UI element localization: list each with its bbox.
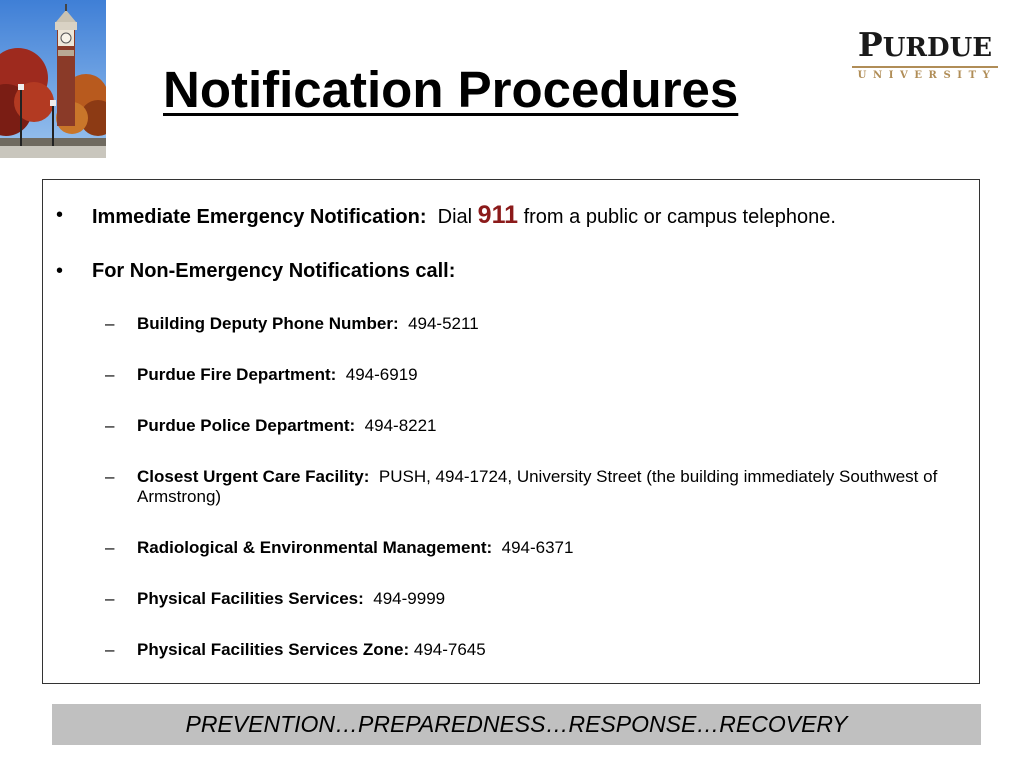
bullet-text	[92, 203, 836, 229]
contact-value: PUSH, 494-1724, University Street (the building immediately Southwest of Armstrong)	[137, 467, 938, 506]
contact-text	[137, 640, 967, 660]
footer-banner: PREVENTION…PREPAREDNESS…RESPONSE…RECOVERY	[52, 704, 981, 745]
contact-text	[137, 538, 967, 558]
page-title: Notification Procedures	[163, 61, 739, 118]
contact-label: Purdue Fire Department:	[137, 365, 337, 384]
purdue-university-logo	[852, 25, 998, 81]
contact-label: Physical Facilities Services Zone:	[137, 640, 410, 659]
contact-label: Purdue Police Department:	[137, 416, 356, 435]
contact-value: 494-5211	[408, 314, 479, 333]
logo-wordmark-initial: P	[857, 25, 883, 64]
contact-text	[137, 467, 967, 507]
contact-label: Closest Urgent Care Facility:	[137, 467, 370, 486]
logo-wordmark	[852, 25, 998, 65]
contact-text	[137, 416, 967, 436]
contact-text	[137, 365, 967, 385]
dash-mark: –	[105, 589, 115, 608]
contact-value: 494-7645	[413, 640, 486, 659]
logo-divider	[852, 66, 998, 68]
bullet-label: For Non-Emergency Notifications call:	[92, 260, 456, 282]
dash-mark: –	[105, 538, 115, 557]
contact-value: 494-6371	[501, 538, 574, 557]
dash-mark: –	[105, 314, 115, 333]
campus-bell-tower-photo	[0, 0, 106, 158]
contact-label: Radiological & Environmental Management:	[137, 538, 493, 557]
bullet-mark: •	[56, 260, 64, 282]
contact-value: 494-6919	[345, 365, 418, 384]
contact-value: 494-9999	[373, 589, 446, 608]
dash-mark: –	[105, 640, 115, 659]
contact-text	[137, 589, 967, 609]
dash-mark: –	[105, 416, 115, 435]
logo-subtitle: UNIVERSITY	[857, 70, 997, 81]
bullet-label: Immediate Emergency Notification:	[92, 206, 427, 228]
emergency-number: 911	[477, 201, 519, 229]
bullet-pre: Dial	[437, 206, 473, 228]
contact-text	[137, 314, 967, 334]
contact-label: Physical Facilities Services:	[137, 589, 364, 608]
bullet-post: from a public or campus telephone.	[523, 206, 836, 228]
dash-mark: –	[105, 365, 115, 384]
bullet-mark: •	[56, 204, 64, 226]
dash-mark: –	[105, 467, 115, 486]
logo-wordmark-rest: URDUE	[882, 33, 993, 63]
contact-value: 494-8221	[364, 416, 437, 435]
contact-label: Building Deputy Phone Number:	[137, 314, 399, 333]
